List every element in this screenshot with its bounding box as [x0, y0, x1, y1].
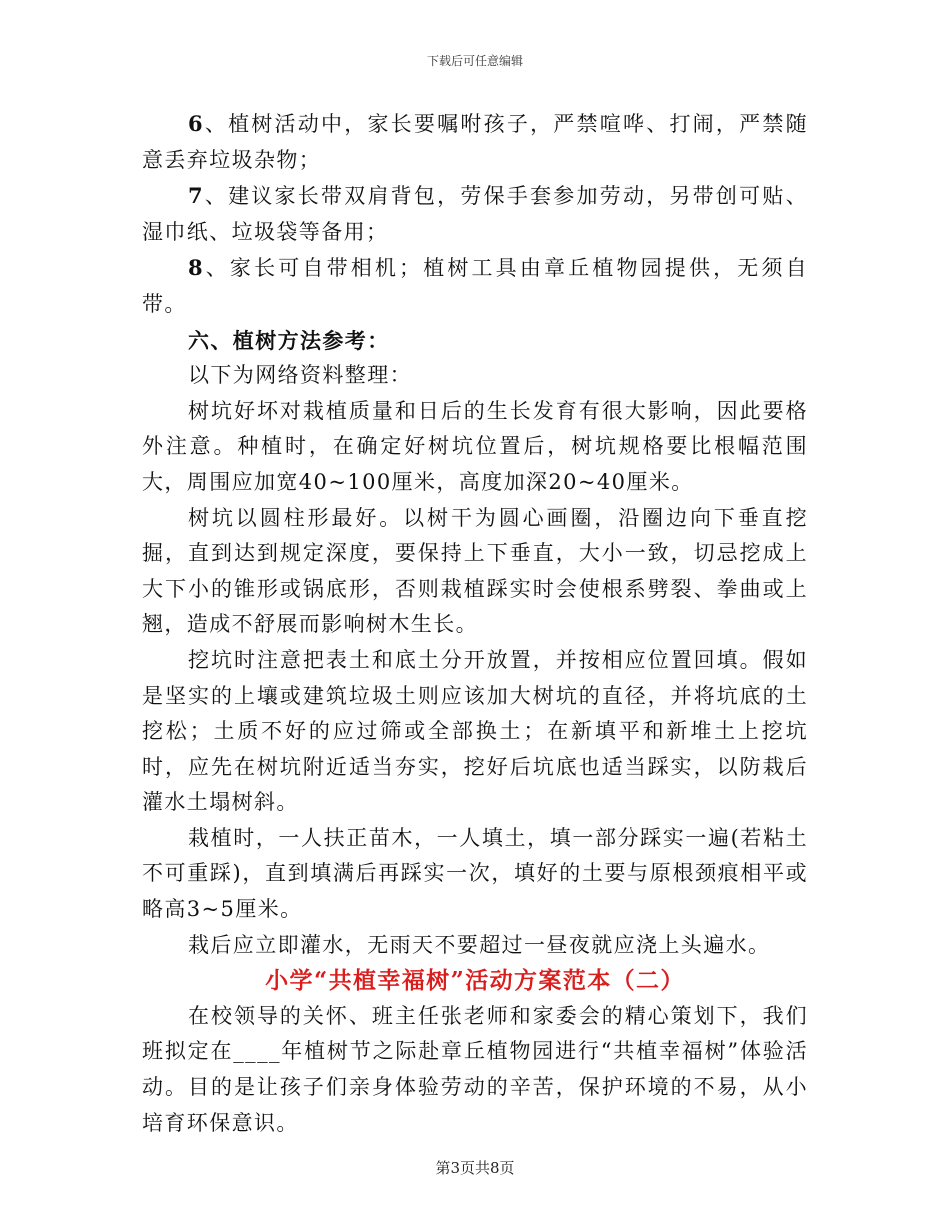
list-item-7 — [142, 178, 808, 250]
paragraph: 树坑以圆柱形最好。以树干为圆心画圈，沿圈边向下垂直挖掘，直到达到规定深度，要保持上下垂直，大小一致，切忌挖成上大下小的锥形或锅底形，否则栽植踩实时会使根系劈裂、拳曲或上翘，造成不舒展而影响树木生长。 — [142, 505, 808, 637]
paragraph: 挖坑时注意把表土和底土分开放置，并按相应位置回填。假如是坚实的上壤或建筑垃圾土则应该加大树坑的直径，并将坑底的土挖松；土质不好的应过筛或全部换土；在新填平和新堆土上挖坑时，应先在树坑附近适当夯实，挖好后坑底也适当踩实，以防栽后灌水土塌树斜。 — [142, 647, 808, 815]
item-text: 、建议家长带双肩背包，劳保手套参加劳动，另带创可贴、湿巾纸、垃圾袋等备用； — [142, 184, 808, 244]
list-item-8 — [142, 250, 808, 322]
item-number: 8 — [188, 255, 205, 281]
item-text: 、植树活动中，家长要嘱咐孩子，严禁喧哗、打闹，严禁随意丢弃垃圾杂物； — [142, 112, 808, 172]
section-heading: 六、植树方法参考： — [188, 327, 390, 353]
paragraph: 栽植时，一人扶正苗木，一人填土，填一部分踩实一遍(若粘土不可重踩)，直到填满后再踩实一次，填好的土要与原根颈痕相平或略高3~5厘米。 — [142, 825, 808, 922]
item-number: 6 — [188, 111, 205, 136]
document-body — [142, 106, 808, 1141]
section-title: 小学“共植幸福树”活动方案范本（二） — [265, 967, 685, 995]
paragraph: 栽后应立即灌水，无雨天不要超过一昼夜就应浇上头遍水。 — [188, 932, 771, 957]
section-intro: 以下为网络资料整理： — [188, 363, 412, 388]
paragraph: 树坑好坏对栽植质量和日后的生长发育有很大影响，因此要格外注意。种植时，在确定好树坑位置后，树坑规格要比根幅范围大，周围应加宽40~100厘米，高度加深20~40厘米。 — [142, 398, 808, 494]
paragraph: 在校领导的关怀、班主任张老师和家委会的精心策划下，我们班拟定在____年植树节之际赴章丘植物园进行“共植幸福树”体验活动。目的是让孩子们亲身体验劳动的辛苦，保护环境的不易，从小培育环保意识。 — [142, 1003, 808, 1135]
list-item-6 — [142, 106, 808, 178]
page-header: 下载后可任意编辑 — [426, 54, 523, 68]
page-footer: 第3页共8页 — [435, 1159, 515, 1177]
item-text: 、家长可自带相机；植树工具由章丘植物园提供，无须自带。 — [142, 256, 808, 316]
item-number: 7 — [188, 183, 205, 209]
